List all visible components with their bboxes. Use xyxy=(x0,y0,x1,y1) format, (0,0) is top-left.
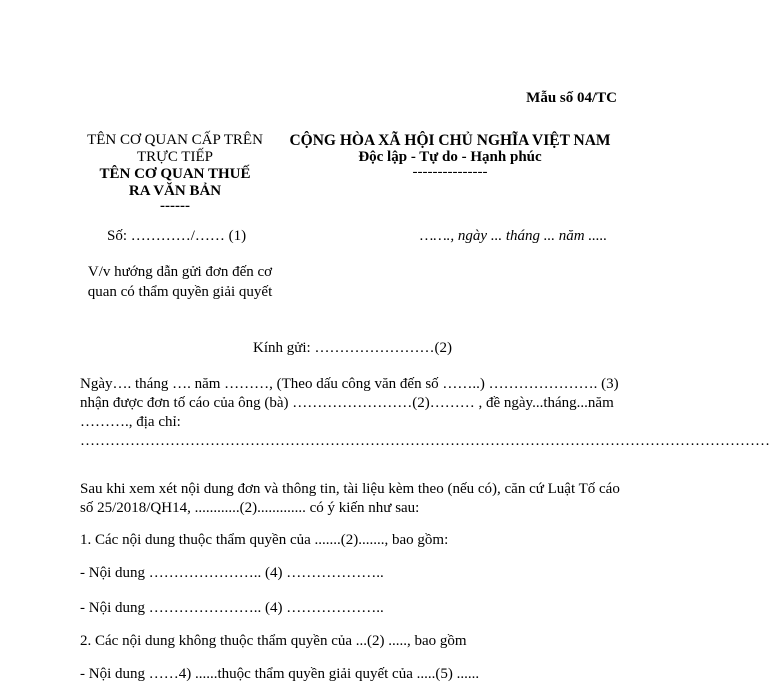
paragraph-review: Sau khi xem xét nội dung đơn và thông tin, tài liệu kèm theo (nếu có), căn cứ Luật Tố cáo số 25/2018/QH14, ............(2)............. có ý kiến như sau: xyxy=(80,481,620,516)
national-header xyxy=(285,132,615,178)
paragraph-received: Ngày…. tháng …. năm ………, (Theo dấu công văn đến số ……..) …………………. (3) nhận được đơn tố cáo của ông (bà) ……………………(2)……… , đề ngày...tháng...năm ………., địa chỉ: ………………………………………………………………………………………………………………………… xyxy=(80,376,770,449)
list-item: - Nội dung ………………….. (4) ……………….. xyxy=(80,565,384,581)
tax-agency-line2: RA VĂN BẢN xyxy=(128,183,222,199)
national-motto: Độc lập - Tự do - Hạnh phúc xyxy=(358,149,542,165)
form-number: Mẫu số 04/TC xyxy=(526,90,617,106)
parent-agency-line1: TÊN CƠ QUAN CẤP TRÊN xyxy=(87,132,263,148)
document-number: Số: …………/…… (1) xyxy=(107,228,247,244)
list-item: - Nội dung ……4) ......thuộc thẩm quyền giải quyết của .....(5) ...... xyxy=(80,666,480,682)
section-1-heading: 1. Các nội dung thuộc thẩm quyền của .......(2)......., bao gồm: xyxy=(80,532,449,548)
left-divider: ------ xyxy=(160,198,190,214)
tax-agency-line1: TÊN CƠ QUAN THUẾ xyxy=(99,166,251,182)
national-title: CỘNG HÒA XÃ HỘI CHỦ NGHĨA VIỆT NAM xyxy=(289,132,611,149)
list-item: - Nội dung ………………….. (4) ……………….. xyxy=(80,600,384,616)
date-line: ……., ngày ... tháng ... năm ..... xyxy=(420,228,608,244)
subject-line: V/v hướng dẫn gửi đơn đến cơ quan có thẩm quyền giải quyết xyxy=(87,264,273,300)
right-divider: --------------- xyxy=(412,164,488,180)
issuing-agency-header xyxy=(75,132,275,212)
recipient-line: Kính gửi: ……………………(2) xyxy=(253,340,452,356)
section-2-heading: 2. Các nội dung không thuộc thẩm quyền của ...(2) ....., bao gồm xyxy=(80,633,467,649)
parent-agency-line2: TRỰC TIẾP xyxy=(137,149,213,165)
